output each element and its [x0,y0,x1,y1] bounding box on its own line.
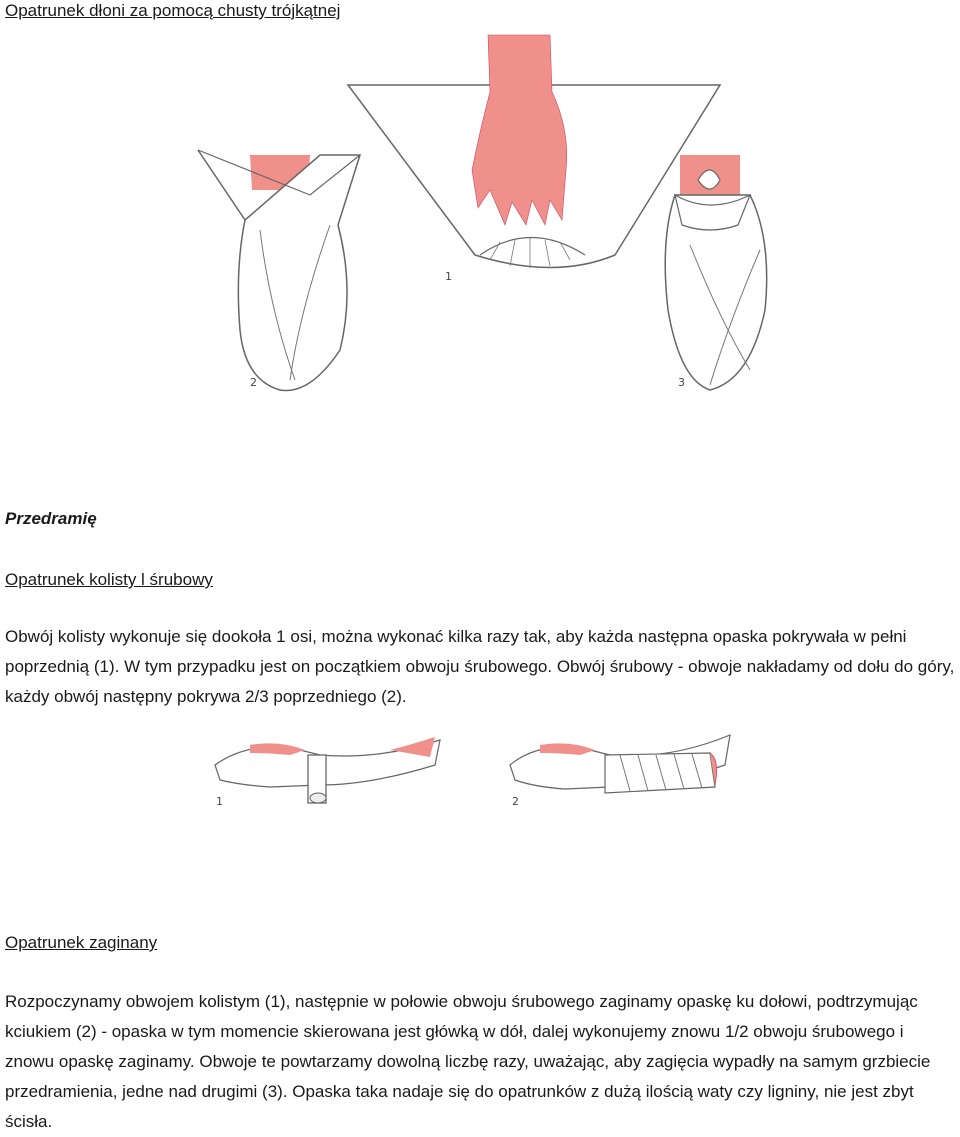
paragraph-folded-dressing: Rozpoczynamy obwojem kolistym (1), następnie w połowie obwoju śrubowego zaginamy opaskę ku dołowi, podtrzymując kciukiem (2) - opaska w tym momencie skierowana jest główką w dół, dalej wykonujemy znowu 1/2 obwoju śrubowego i znowu opaskę zaginamy. Obwoje te powtarzamy dowolną liczbę razy, uważając, aby zagięcia wypadły na samym grzbiecie przedramienia, jedne nad drugimi (3). Opaska taka nadaje się do opatrunków z dużą ilością waty czy ligniny, nie jest zbyt ścisła. [5,992,931,1131]
figure-label-3: 3 [678,376,685,389]
heading-folded-dressing[interactable]: Opatrunek zaginany [5,933,158,952]
forearm-figure-2 [510,735,730,808]
forearm-figure-1 [215,737,440,808]
hand-dressing-illustration [190,30,780,400]
figure-2-wrapped-hand [198,150,360,391]
figure-1-triangle-hand [348,35,720,268]
forearm-bandage-illustration [210,725,760,820]
forearm-label-1: 1 [216,795,223,808]
forearm-label-2: 2 [512,795,519,808]
figure-3-tied-hand [665,155,766,390]
figure-label-1: 1 [445,270,452,283]
heading-spiral-dressing[interactable]: Opatrunek kolisty l śrubowy [5,570,213,589]
figure-label-2: 2 [250,376,257,389]
heading-hand-dressing[interactable]: Opatrunek dłoni za pomocą chusty trójkątnej [5,1,341,20]
paragraph-spiral-dressing: Obwój kolisty wykonuje się dookoła 1 osi, można wykonać kilka razy tak, aby każda następna opaska pokrywała w pełni poprzednią (1). W tym przypadku jest on początkiem obwoju śrubowego. Obwój śrubowy - obwoje nakładamy od dołu do góry, każdy obwój następny pokrywa 2/3 poprzedniego (2). [5,627,955,706]
section-title-forearm: Przedramię [5,509,97,528]
